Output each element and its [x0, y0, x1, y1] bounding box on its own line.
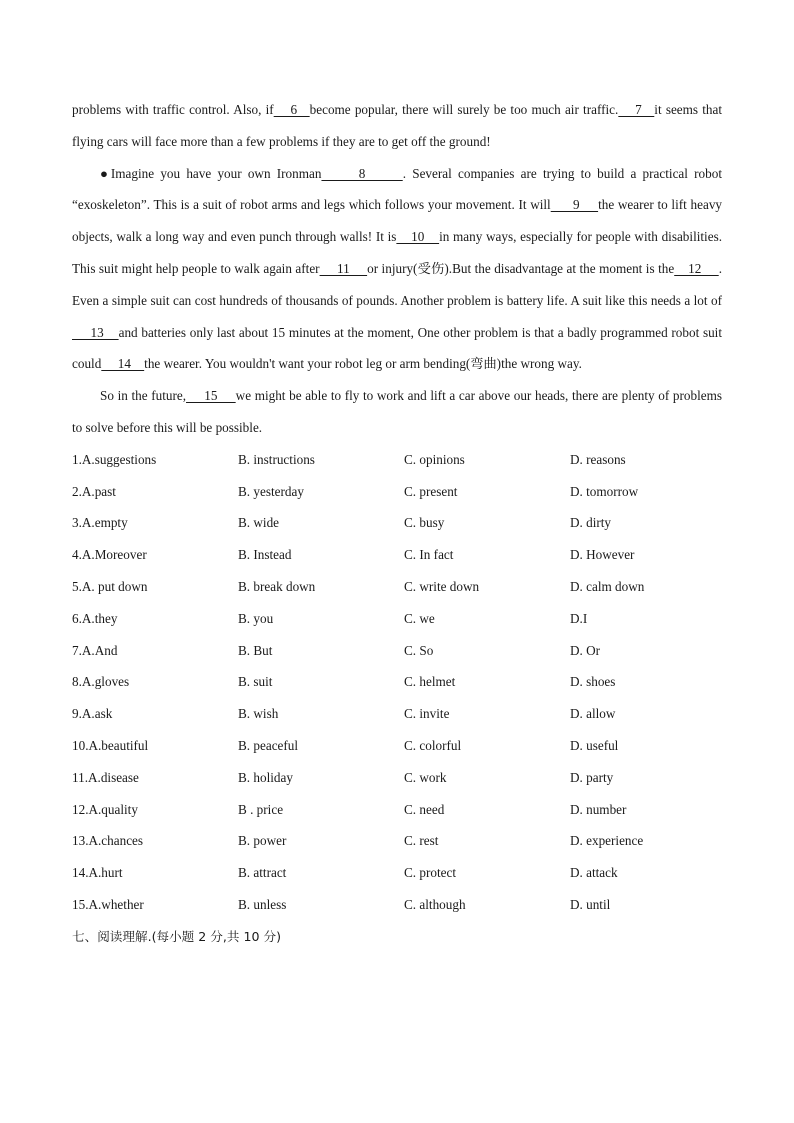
option-a: 3.A.empty	[72, 515, 128, 531]
option-b: B. peaceful	[238, 737, 299, 753]
blank-7: 7	[618, 102, 655, 117]
option-a: 8.A.gloves	[72, 674, 130, 690]
option-d: D. However	[570, 547, 635, 563]
option-b: B. you	[238, 610, 274, 626]
option-b: B. holiday	[238, 769, 293, 785]
option-c: C. although	[404, 896, 466, 912]
option-c: C. need	[404, 801, 445, 817]
option-c: C. In fact	[404, 547, 454, 563]
passage-text: and batteries only last about 15 minutes at the moment, One other problem is that a badly programmed robot suit could	[72, 324, 723, 372]
option-row-13	[72, 825, 722, 857]
document-page	[72, 94, 722, 953]
option-b: B . price	[238, 801, 284, 817]
passage-text: the wearer to lift heavy objects, walk a long way and even punch through walls! It is	[72, 197, 723, 245]
option-a: 9.A.ask	[72, 706, 113, 722]
option-c: C. invite	[404, 706, 450, 722]
passage-text: it seems that flying cars will face more than a few problems if they are to get off the ground!	[72, 102, 723, 149]
option-b: B. suit	[238, 674, 273, 690]
blank-8: 8	[321, 165, 403, 181]
option-a: 5.A. put down	[72, 578, 148, 594]
option-d: D. experience	[570, 833, 644, 849]
option-b: B. unless	[238, 896, 287, 912]
option-c: C. colorful	[404, 737, 462, 753]
option-a: 1.A.suggestions	[72, 451, 157, 467]
option-a: 12.A.quality	[72, 801, 138, 817]
blank-10: 10	[396, 229, 440, 245]
option-d: D. dirty	[570, 515, 612, 531]
passage-text: become popular, there will surely be too much air traffic.	[309, 102, 619, 117]
passage-paragraph-3	[72, 380, 722, 444]
option-row-3	[72, 507, 722, 539]
section-heading: 七、阅读理解.(每小题 2 分,共 10 分)	[72, 928, 282, 944]
option-c: C. work	[404, 769, 447, 785]
passage-paragraph-2	[72, 158, 722, 381]
option-a: 10.A.beautiful	[72, 737, 149, 753]
option-a: 15.A.whether	[72, 896, 144, 912]
option-b: B. But	[238, 642, 273, 658]
passage-text: . Even a simple suit can cost hundreds of thousands of pounds. Another problem is battery life. A suit like this needs a lot of	[72, 260, 723, 308]
option-row-15	[72, 889, 722, 921]
option-d: D. calm down	[570, 578, 645, 594]
passage-paragraph-1	[72, 94, 722, 158]
option-row-9	[72, 698, 722, 730]
option-d: D. number	[570, 801, 627, 817]
option-b: B. Instead	[238, 547, 292, 563]
option-d: D. shoes	[570, 674, 616, 690]
blank-9: 9	[550, 197, 599, 213]
option-a: 7.A.And	[72, 642, 118, 658]
option-c: C. write down	[404, 578, 480, 594]
blank-15: 15	[186, 388, 236, 404]
option-a: 14.A.hurt	[72, 865, 123, 881]
option-c: C. rest	[404, 833, 439, 849]
option-c: C. opinions	[404, 451, 465, 467]
passage-text: . Several companies are trying to build a practical robot “exoskeleton”. This is a suit of robot arms and legs which follows your movement. It will	[72, 165, 722, 213]
option-a: 4.A.Moreover	[72, 547, 147, 563]
option-c: C. So	[404, 642, 434, 658]
passage-text: or injury(受伤).But the disadvantage at the moment is the	[367, 260, 675, 276]
option-row-14	[72, 857, 722, 889]
option-c: C. present	[404, 483, 458, 499]
passage-text: the wearer. You wouldn't want your robot leg or arm bending(弯曲)the wrong way.	[144, 356, 582, 372]
option-c: C. protect	[404, 865, 457, 881]
option-c: C. we	[404, 610, 435, 626]
passage-text: So in the future,	[100, 388, 187, 404]
blank-11: 11	[319, 260, 368, 276]
option-a: 6.A.they	[72, 610, 118, 626]
option-b: B. wide	[238, 515, 280, 531]
option-d: D. until	[570, 896, 611, 912]
passage-text: ●Imagine you have your own Ironman	[100, 165, 322, 181]
options-list	[72, 444, 722, 921]
option-d: D. Or	[570, 642, 601, 658]
option-b: B. instructions	[238, 451, 315, 467]
option-b: B. break down	[238, 578, 316, 594]
option-d: D. allow	[570, 706, 616, 722]
passage-text: we might be able to fly to work and lift a car above our heads, there are plenty of problems to solve before this will be possible.	[72, 388, 723, 435]
option-d: D. party	[570, 769, 614, 785]
option-d: D. reasons	[570, 451, 626, 467]
option-d: D.I	[570, 610, 588, 626]
option-b: B. yesterday	[238, 483, 304, 499]
option-d: D. attack	[570, 865, 618, 881]
option-row-7	[72, 635, 722, 667]
option-row-5	[72, 571, 722, 603]
option-row-8	[72, 666, 722, 698]
option-c: C. helmet	[404, 674, 456, 690]
option-row-2	[72, 476, 722, 508]
option-a: 2.A.past	[72, 483, 116, 499]
option-d: D. useful	[570, 737, 619, 753]
blank-14: 14	[101, 356, 145, 372]
blank-12: 12	[674, 260, 719, 276]
option-row-10	[72, 730, 722, 762]
option-a: 13.A.chances	[72, 833, 144, 849]
option-b: B. attract	[238, 865, 287, 881]
option-c: C. busy	[404, 515, 445, 531]
passage-text: in many ways, especially for people with disabilities. This suit might help people to walk again after	[72, 229, 723, 276]
option-row-1	[72, 444, 722, 476]
option-b: B. wish	[238, 706, 279, 722]
blank-6: 6	[273, 102, 310, 117]
option-a: 11.A.disease	[72, 769, 139, 785]
option-row-6	[72, 603, 722, 635]
option-d: D. tomorrow	[570, 483, 639, 499]
option-row-12	[72, 794, 722, 826]
passage-text: problems with traffic control. Also, if	[72, 102, 274, 117]
option-row-4	[72, 539, 722, 571]
option-b: B. power	[238, 833, 287, 849]
option-row-11	[72, 762, 722, 794]
blank-13: 13	[72, 324, 119, 340]
